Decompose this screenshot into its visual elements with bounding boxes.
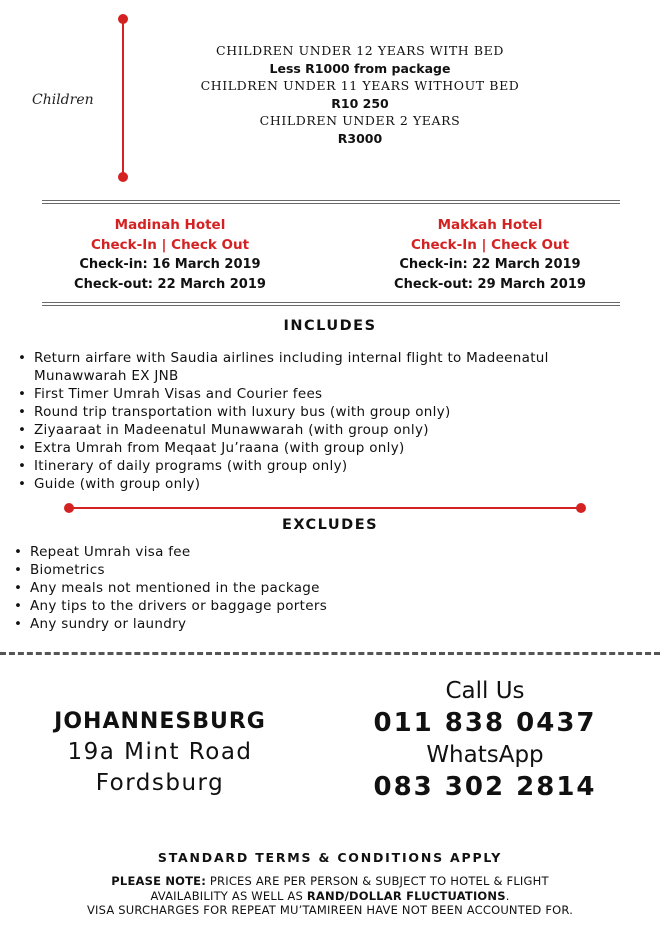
section-divider	[68, 507, 582, 509]
excludes-heading: EXCLUDES	[281, 517, 379, 533]
timeline-dot-bottom	[118, 172, 128, 182]
contact-block	[360, 676, 610, 804]
divider-dot-left	[64, 503, 74, 513]
children-line-3: CHILDREN UNDER 2 YEARS	[259, 113, 461, 128]
list-item: • Round trip transportation with luxury bus (with group only)	[18, 403, 618, 421]
children-timeline-line	[122, 20, 124, 178]
timeline-dot-top	[118, 14, 128, 24]
terms-line-1	[0, 874, 660, 889]
list-item: • Guide (with group only)	[18, 475, 618, 493]
list-item: • Biometrics	[14, 561, 434, 579]
hotel-madinah	[60, 215, 280, 295]
hotel-checkin: Check-in: 16 March 2019	[79, 257, 261, 272]
list-item: • Any sundry or laundry	[14, 615, 434, 633]
hotel-name: Makkah Hotel	[437, 217, 543, 233]
address-city: JOHANNESBURG	[54, 709, 266, 734]
hotel-subtitle: Check-In | Check Out	[90, 237, 250, 253]
dashed-separator	[0, 652, 660, 655]
terms-line-2	[0, 889, 660, 904]
hotel-makkah	[380, 215, 600, 295]
list-item: • Extra Umrah from Meqaat Ju’raana (with group only)	[18, 439, 618, 457]
list-item: • First Timer Umrah Visas and Courier fees	[18, 385, 618, 403]
children-pricing	[150, 42, 570, 147]
address-block	[30, 707, 290, 799]
children-line-2: CHILDREN UNDER 11 YEARS WITHOUT BED	[200, 78, 520, 93]
list-item: • Any tips to the drivers or baggage porters	[14, 597, 434, 615]
whatsapp-label: WhatsApp	[426, 742, 544, 768]
excludes-list	[14, 543, 434, 633]
includes-heading: INCLUDES	[283, 318, 377, 334]
list-item: • Ziyaaraat in Madeenatul Munawwarah (with group only)	[18, 421, 618, 439]
terms-line-2-post: .	[505, 888, 510, 903]
hotel-name: Madinah Hotel	[114, 217, 226, 233]
hotel-checkout: Check-out: 29 March 2019	[394, 277, 586, 292]
list-item: • Itinerary of daily programs (with group only)	[18, 457, 618, 475]
terms-note-label: PLEASE NOTE:	[111, 874, 207, 888]
terms-line-3: VISA SURCHARGES FOR REPEAT MU’TAMIREEN HAVE NOT BEEN ACCOUNTED FOR.	[86, 903, 574, 917]
address-street: 19a Mint Road	[67, 739, 253, 765]
terms-heading: STANDARD TERMS & CONDITIONS APPLY	[157, 850, 503, 865]
hotel-subtitle: Check-In | Check Out	[410, 237, 570, 253]
children-price-3: R3000	[337, 130, 383, 146]
call-number[interactable]: 011 838 0437	[373, 708, 597, 738]
address-suburb: Fordsburg	[95, 770, 225, 796]
terms-line-2-bold: RAND/DOLLAR FLUCTUATIONS	[306, 888, 506, 903]
call-label: Call Us	[445, 678, 525, 704]
hotel-divider-bottom	[42, 302, 620, 306]
hotel-divider-top	[42, 200, 620, 204]
children-price-1: Less R1000 from package	[269, 60, 451, 76]
children-line-1: CHILDREN UNDER 12 YEARS WITH BED	[216, 43, 504, 58]
list-item: • Repeat Umrah visa fee	[14, 543, 434, 561]
children-price-2: R10 250	[331, 95, 389, 111]
terms-line-2-pre: AVAILABILITY AS WELL AS	[150, 888, 307, 903]
divider-dot-right	[576, 503, 586, 513]
hotel-checkin: Check-in: 22 March 2019	[399, 257, 581, 272]
hotel-checkout: Check-out: 22 March 2019	[74, 277, 266, 292]
includes-list	[18, 349, 618, 493]
list-item: • Any meals not mentioned in the package	[14, 579, 434, 597]
terms-note	[0, 874, 660, 918]
terms-note-text: PRICES ARE PER PERSON & SUBJECT TO HOTEL & FLIGHT	[206, 874, 549, 888]
children-label: Children	[32, 92, 94, 108]
whatsapp-number[interactable]: 083 302 2814	[373, 772, 597, 802]
list-item: • Return airfare with Saudia airlines including internal flight to Madeenatul Munawwarah EX JNB	[18, 349, 618, 385]
